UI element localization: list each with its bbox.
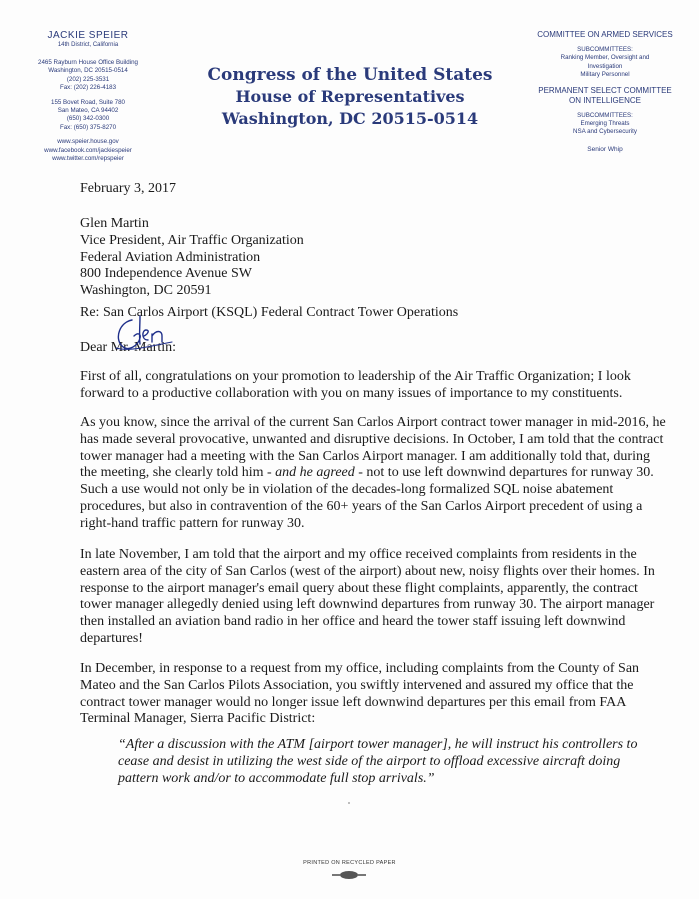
district-office-line: San Mateo, CA 94402: [57, 107, 119, 115]
select-committee-line: PERMANENT SELECT COMMITTEE: [538, 85, 672, 95]
subcommittee-item: Investigation: [587, 62, 623, 70]
recipient-address: [80, 216, 304, 300]
washington-heading: Washington, DC 20515-0514: [221, 109, 479, 128]
recipient-line: 800 Independence Avenue SW: [80, 266, 252, 282]
paragraph-text: As you know, since the arrival of the current San Carlos Airport contract tower manager in mid-2016, he has made several provocative, unwanted and disruptive decisions. In October, I am told that the contract tower manager had a meeting with the San Carlos Airport manager. I am additionally told that, during the meeting, she clearly told him -: [80, 415, 666, 481]
subcommittees-heading: SUBCOMMITTEES:: [577, 111, 633, 119]
recipient-line: Glen Martin: [80, 216, 149, 231]
subcommittee-item: Emerging Threats: [580, 120, 630, 128]
website-link: www.speier.house.gov: [57, 138, 119, 146]
paragraph-december: In December, in response to a request from my office, including complaints from the County of San Mateo and the San Carlos Pilots Association, you swiftly intervened and assured my office that the contract tower manager would no longer issue left downwind departures per this email from FAA Terminal Manager, Sierra Pacific District:: [80, 661, 640, 727]
handwritten-signature: [110, 312, 190, 358]
paragraph-tower-manager: [80, 415, 670, 533]
salutation: Dear Mr. Martin:: [80, 340, 177, 355]
recycled-paper-note: PRINTED ON RECYCLED PAPER: [303, 860, 396, 866]
subject-line: Re: San Carlos Airport (KSQL) Federal Contract Tower Operations: [80, 305, 459, 320]
page-speck: [348, 802, 350, 804]
letterhead-contact-block: [18, 30, 158, 163]
recipient-line: Vice President, Air Traffic Organization: [80, 232, 304, 248]
whip-title: Senior Whip: [587, 145, 623, 153]
subcommittee-item: NSA and Cybersecurity: [573, 128, 637, 136]
house-heading: House of Representatives: [235, 87, 465, 106]
paragraph-text: - not to use left downwind departures for runway 30. Such a use would not only be in violation of the decades-long formalized SQL noise abatement procedures, but also in contravention of the 60+ years of the San Carlos Airport precedent of using a right-hand traffic pattern for runway 30.: [80, 465, 654, 531]
dc-office-line: 2465 Rayburn House Office Building: [38, 59, 138, 66]
paragraph-complaints: In late November, I am told that the airport and my office received complaints from residents in the eastern area of the city of San Carlos (west of the airport) about new, noisy flights over their homes. In response to the airport manager's email query about these flight complaints, apparently, the contract tower manager allegedly denied using left downwind departures from runway 30. The airport manager then installed an aviation band radio in her office and heard the tower staff issuing left downwind departures!: [80, 547, 655, 646]
member-name: JACKIE SPEIER: [47, 30, 129, 41]
district-office-line: Fax: (650) 375-8270: [59, 123, 117, 131]
paragraph-congratulations: First of all, congratulations on your promotion to leadership of the Air Traffic Organization; I look forward to a productive collaboration with you on many issues of importance to my constituents.: [80, 369, 631, 401]
letterhead-title-block: [190, 64, 510, 130]
dc-office-line: Washington, DC 20515-0514: [48, 67, 128, 75]
subcommittee-item: Ranking Member, Oversight and: [560, 54, 650, 62]
district-office-line: (650) 342-0300: [66, 115, 110, 123]
member-district: 14th District, California: [57, 42, 119, 48]
subcommittees-heading: SUBCOMMITTEES:: [577, 46, 633, 53]
congress-heading: Congress of the United States: [207, 65, 493, 85]
emphasis-text: and he agreed: [275, 465, 355, 481]
facebook-link: www.facebook.com/jackiespeier: [44, 146, 132, 154]
dc-office-line: (202) 225-3531: [66, 75, 110, 83]
letter-date: February 3, 2017: [80, 181, 177, 196]
recipient-line: Federal Aviation Administration: [80, 249, 261, 265]
select-committee-line: ON INTELLIGENCE: [568, 95, 641, 105]
subcommittee-item: Military Personnel: [580, 71, 630, 79]
recipient-line: Washington, DC 20591: [80, 283, 212, 299]
dc-office-line: Fax: (202) 226-4183: [59, 84, 117, 92]
committee-name: COMMITTEE ON ARMED SERVICES: [537, 30, 673, 39]
letterhead-committees-block: [520, 30, 690, 154]
twitter-link: www.twitter.com/repspeier: [52, 155, 124, 163]
district-office-line: 155 Bovet Road, Suite 780: [51, 98, 125, 106]
email-quote: “After a discussion with the ATM [airport tower manager], he will instruct his controllers to cease and desist in utilizing the west side of the airport to offload excessive aircraft doing pattern work and/or to accommodate full stop arrivals.”: [118, 737, 638, 786]
union-bug-icon: [330, 869, 368, 881]
